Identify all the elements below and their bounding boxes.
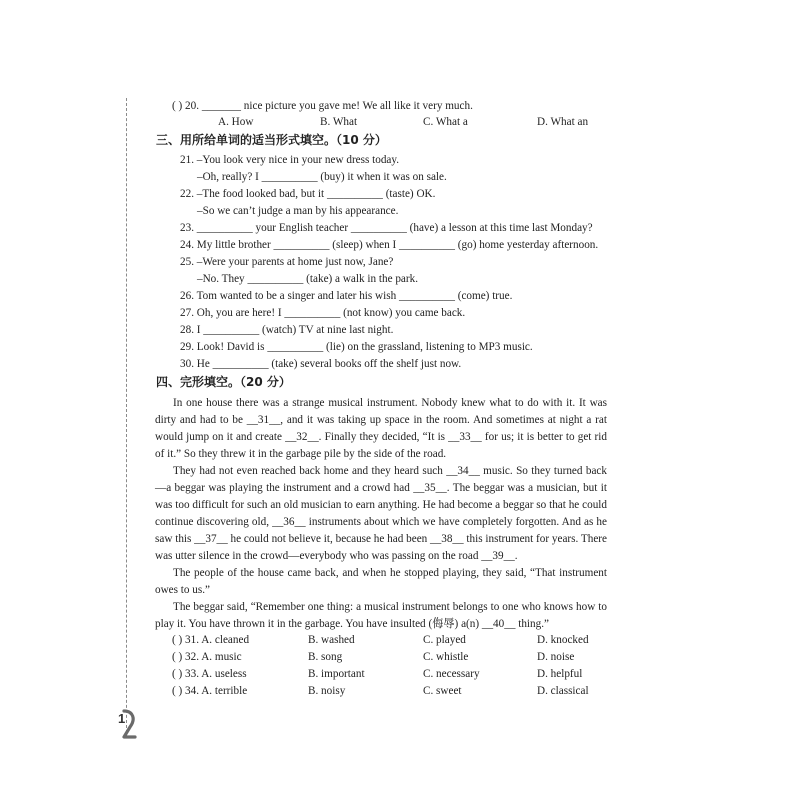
section-3-heading: 三、用所给单词的适当形式填空。（10 分） (156, 133, 387, 147)
choice-34-b: B. noisy (308, 685, 346, 697)
question-26: 26. Tom wanted to be a singer and later his wish __________ (come) true. (180, 290, 513, 302)
question-20-option-b: B. What (320, 116, 358, 128)
question-20-option-d: D. What an (537, 116, 589, 128)
question-25-line-2: –No. They __________ (take) a walk in the park. (197, 273, 419, 285)
choice-34-d: D. classical (537, 685, 589, 697)
question-28: 28. I __________ (watch) TV at nine last night. (180, 324, 394, 336)
choice-31-b: B. washed (308, 634, 355, 646)
choice-33-b: B. important (308, 668, 365, 680)
choice-31-a: ( ) 31. A. cleaned (172, 634, 250, 646)
page-number-badge (118, 705, 138, 743)
choice-31-d: D. knocked (537, 634, 589, 646)
page-number: 1 (118, 711, 126, 726)
question-22-line-1: 22. –The food looked bad, but it __________ (taste) OK. (180, 188, 436, 200)
choice-34-a: ( ) 34. A. terrible (172, 685, 248, 697)
question-20-option-c: C. What a (423, 116, 468, 128)
choice-32-c: C. whistle (423, 651, 469, 663)
question-20-stem: ( ) 20. _______ nice picture you gave me! We all like it very much. (172, 100, 473, 112)
choice-31-c: C. played (423, 634, 466, 646)
cloze-paragraph-1: In one house there was a strange musical instrument. Nobody knew what to do with it. It was dirty and had to be __31__, and it was taking up space in the room. And sometimes at night a rat would jump on it and create __32__. Finally they decided, “It is __33__ for us; it is better to get rid of it.” So they threw it in the garbage pile by the side of the road. (155, 397, 607, 460)
cloze-paragraph-4: The beggar said, “Remember one thing: a musical instrument belongs to one who knows how to play it. You have thrown it in the garbage. You have insulted (侮辱) a(n) __40__ thing.” (155, 601, 607, 630)
choice-32-b: B. song (308, 651, 343, 663)
choice-32-d: D. noise (537, 651, 575, 663)
question-30: 30. He __________ (take) several books off the shelf just now. (180, 358, 462, 370)
cloze-passage (155, 395, 607, 633)
question-23: 23. __________ your English teacher __________ (have) a lesson at this time last Monday? (180, 222, 593, 234)
cloze-paragraph-2: They had not even reached back home and they heard such __34__ music. So they turned back—a beggar was playing the instrument and a crowd had __35__. The beggar was a musician, but it was too difficult for such an old musician to earn anything. He had become a beggar so that he could continue discovering old, __36__ instruments about which we have completely forgotten. And as he saw this __37__ he could not believe it, because he had been __38__ this instrument for years. There was utter silence in the crowd—everybody who was passing on the road __39__. (155, 465, 607, 562)
question-22-line-2: –So we can’t judge a man by his appearance. (197, 205, 399, 217)
question-21-line-2: –Oh, really? I __________ (buy) it when it was on sale. (197, 171, 447, 183)
binding-margin-line (126, 98, 127, 738)
choice-34-c: C. sweet (423, 685, 462, 697)
choice-32-a: ( ) 32. A. music (172, 651, 242, 663)
cloze-paragraph-3: The people of the house came back, and when he stopped playing, they said, “That instrument owes to us.” (155, 567, 607, 596)
question-29: 29. Look! David is __________ (lie) on the grassland, listening to MP3 music. (180, 341, 533, 353)
section-4-heading: 四、完形填空。（20 分） (156, 375, 291, 389)
question-25-line-1: 25. –Were your parents at home just now, Jane? (180, 256, 394, 268)
question-21-line-1: 21. –You look very nice in your new dress today. (180, 154, 400, 166)
question-20-option-a: A. How (218, 116, 254, 128)
choice-33-a: ( ) 33. A. useless (172, 668, 247, 680)
choice-33-c: C. necessary (423, 668, 480, 680)
question-24: 24. My little brother __________ (sleep) when I __________ (go) home yesterday afternoon. (180, 239, 599, 251)
question-27: 27. Oh, you are here! I __________ (not know) you came back. (180, 307, 466, 319)
choice-33-d: D. helpful (537, 668, 583, 680)
